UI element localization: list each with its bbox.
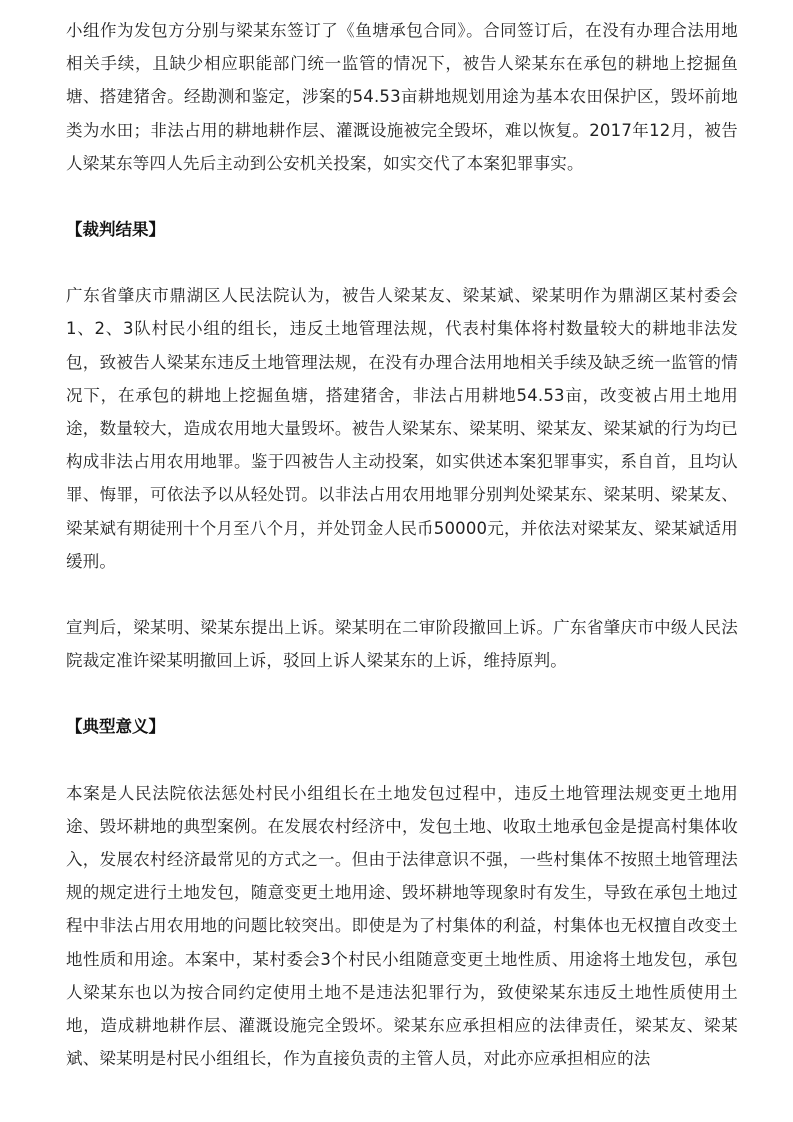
paragraph-gap	[66, 744, 738, 777]
paragraph-gap	[66, 246, 738, 279]
paragraph-case-facts: 小组作为发包方分别与梁某东签订了《鱼塘承包合同》。合同签订后，在没有办理合法用地相关手续，且缺少相应职能部门统一监管的情况下，被告人梁某东在承包的耕地上挖掘鱼塘、搭建猪舍。经勘测和鉴定，涉案的54.53亩耕地规划用途为基本农田保护区，毁坏前地类为水田；非法占用的耕地耕作层、灌溉设施被完全毁坏，难以恢复。2017年12月，被告人梁某东等四人先后主动到公安机关投案，如实交代了本案犯罪事实。	[66, 21, 738, 173]
paragraph-appeal-outcome: 宣判后，梁某明、梁某东提出上诉。梁某明在二审阶段撤回上诉。广东省肇庆市中级人民法院裁定准许梁某明撤回上诉，驳回上诉人梁某东的上诉，维持原判。	[66, 618, 738, 671]
paragraph-significance: 本案是人民法院依法惩处村民小组组长在土地发包过程中，违反土地管理法规变更土地用途、毁坏耕地的典型案例。在发展农村经济中，发包土地、收取土地承包金是提高村集体收入，发展农村经济最常见的方式之一。但由于法律意识不强，一些村集体不按照土地管理法规的规定进行土地发包，随意变更土地用途、毁坏耕地等现象时有发生，导致在承包土地过程中非法占用农用地的问题比较突出。即使是为了村集体的利益，村集体也无权擅自改变土地性质和用途。本案中，某村委会3个村民小组随意变更土地性质、用途将土地发包，承包人梁某东也以为按合同约定使用土地不是违法犯罪行为，致使梁某东违反土地性质使用土地，造成耕地耕作层、灌溉设施完全毁坏。梁某东应承担相应的法律责任，梁某友、梁某斌、梁某明是村民小组组长，作为直接负责的主管人员，对此亦应承担相应的法	[66, 783, 738, 1069]
document-page	[66, 14, 738, 1075]
paragraph-gap	[66, 578, 738, 611]
paragraph-first-instance-judgment: 广东省肇庆市鼎湖区人民法院认为，被告人梁某友、梁某斌、梁某明作为鼎湖区某村委会1、2、3队村民小组的组长，违反土地管理法规，代表村集体将村数量较大的耕地非法发包，致被告人梁某东违反土地管理法规，在没有办理合法用地相关手续及缺乏统一监管的情况下，在承包的耕地上挖掘鱼塘，搭建猪舍，非法占用耕地54.53亩，改变被占用土地用途，数量较大，造成农用地大量毁坏。被告人梁某东、梁某明、梁某友、梁某斌的行为均已构成非法占用农用地罪。鉴于四被告人主动投案，如实供述本案犯罪事实，系自首，且均认罪、悔罪，可依法予以从轻处罚。以非法占用农用地罪分别判处梁某东、梁某明、梁某友、梁某斌有期徒刑十个月至八个月，并处罚金人民币50000元，并依法对梁某友、梁某斌适用缓刑。	[66, 286, 738, 571]
paragraph-gap	[66, 180, 738, 213]
section-heading-judgment-result: 【裁判结果】	[66, 220, 165, 240]
paragraph-gap	[66, 677, 738, 710]
section-heading-typical-significance: 【典型意义】	[66, 717, 165, 737]
